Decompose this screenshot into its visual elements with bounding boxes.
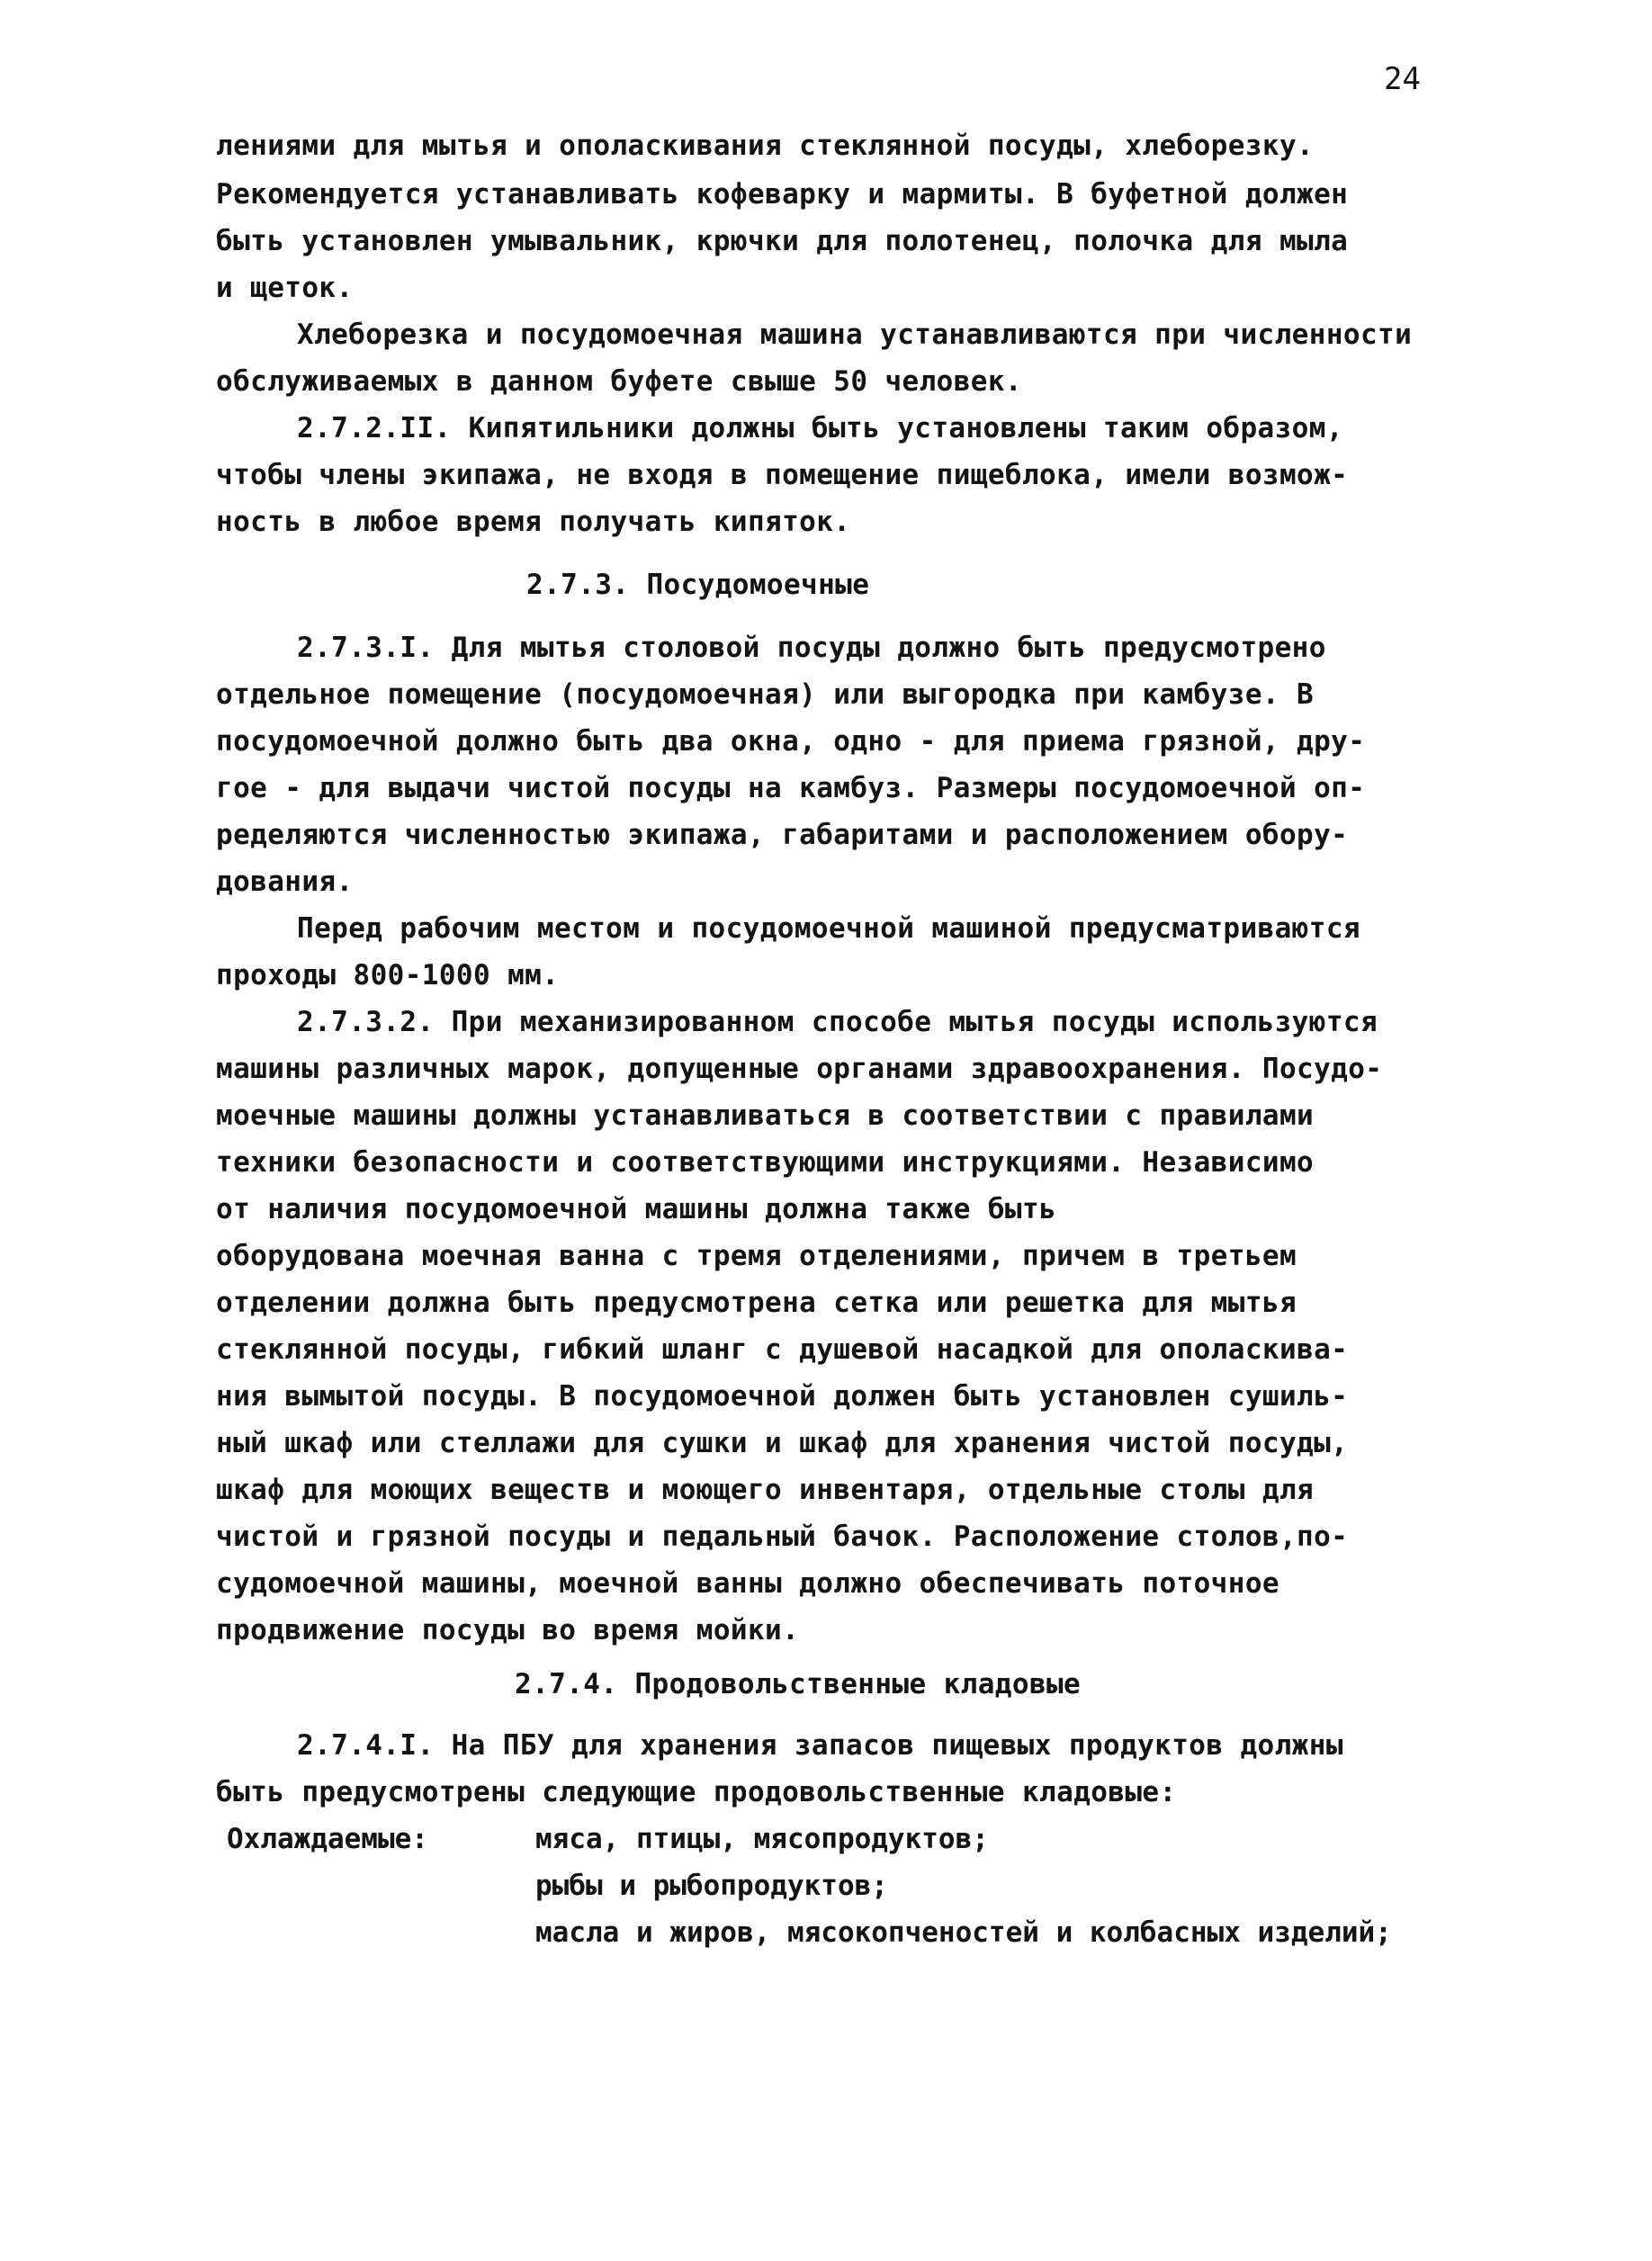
text-line: дования. — [216, 866, 354, 898]
text-line: гое - для выдачи чистой посуды на камбуз. Размеры посудомоечной оп- — [216, 772, 1366, 804]
text-line: быть предусмотрены следующие продовольственные кладовые: — [216, 1776, 1177, 1808]
text-line: отдельное помещение (посудомоечная) или выгородка при камбузе. В — [216, 678, 1315, 711]
text-line: 2.7.3.2. При механизированном способе мытья посуды используются — [297, 1006, 1378, 1038]
text-line: 2.7.4.I. На ПБУ для хранения запасов пищевых продуктов должны — [297, 1729, 1343, 1762]
text-line: посудомоечной должно быть два окна, одно - для приема грязной, дру- — [216, 725, 1366, 758]
text-line: техники безопасности и соответствующими инструкциями. Независимо — [216, 1146, 1315, 1179]
text-line: стеклянной посуды, гибкий шланг с душевой насадкой для ополаскива- — [216, 1333, 1349, 1366]
text-line: оборудована моечная ванна с тремя отделениями, причем в третьем — [216, 1240, 1297, 1272]
text-line: Перед рабочим местом и посудомоечной машиной предусматриваются — [297, 912, 1360, 945]
text-line: машины различных марок, допущенные органами здравоохранения. Посудо- — [216, 1053, 1383, 1085]
text-line: чистой и грязной посуды и педальный бачок. Расположение столов,по- — [216, 1521, 1349, 1553]
text-line: 2.7.2.II. Кипятильники должны быть установлены таким образом, — [297, 412, 1343, 444]
text-line: продвижение посуды во время мойки. — [216, 1614, 800, 1646]
section-heading: 2.7.3. Посудомоечные — [526, 569, 870, 601]
text-line: ный шкаф или стеллажи для сушки и шкаф для хранения чистой посуды, — [216, 1427, 1349, 1459]
text-line: чтобы члены экипажа, не входя в помещение пищеблока, имели возмож- — [216, 459, 1349, 491]
text-line: моечные машины должны устанавливаться в соответствии с правилами — [216, 1099, 1315, 1132]
text-line: 2.7.3.I. Для мытья столовой посуды должно быть предусмотрено — [297, 632, 1326, 664]
text-line: судомоечной машины, моечной ванны должно обеспечивать поточное — [216, 1567, 1279, 1600]
text-line: обслуживаемых в данном буфете свыше 50 человек. — [216, 365, 1022, 398]
text-line: Хлеборезка и посудомоечная машина устанавливаются при численности — [297, 319, 1413, 351]
list-item: масла и жиров, мясокопченостей и колбасных изделий; — [535, 1916, 1392, 1949]
section-heading: 2.7.4. Продовольственные кладовые — [515, 1668, 1082, 1700]
text-line: ния вымытой посуды. В посудомоечной должен быть установлен сушиль- — [216, 1380, 1349, 1413]
list-item: рыбы и рыбопродуктов; — [535, 1870, 888, 1902]
text-line: лениями для мытья и ополаскивания стеклянной посуды, хлеборезку. — [216, 130, 1315, 162]
list-label: Охлаждаемые: — [227, 1823, 428, 1855]
text-line: и щеток. — [216, 272, 354, 304]
text-line: отделении должна быть предусмотрена сетка или решетка для мытья — [216, 1287, 1297, 1319]
text-line: ределяются численностью экипажа, габаритами и расположением обору- — [216, 819, 1349, 851]
text-line: Рекомендуется устанавливать кофеварку и мармиты. В буфетной должен — [216, 178, 1349, 211]
text-line: быть установлен умывальник, крючки для полотенец, полочка для мыла — [216, 225, 1349, 257]
page-number: 24 — [1384, 61, 1421, 97]
text-line: от наличия посудомоечной машины должна также быть — [216, 1193, 1057, 1225]
list-item: мяса, птицы, мясопродуктов; — [535, 1823, 989, 1855]
text-line: ность в любое время получать кипяток. — [216, 506, 851, 538]
text-line: проходы 800-1000 мм. — [216, 959, 560, 991]
text-line: шкаф для моющих веществ и моющего инвентаря, отдельные столы для — [216, 1474, 1315, 1506]
